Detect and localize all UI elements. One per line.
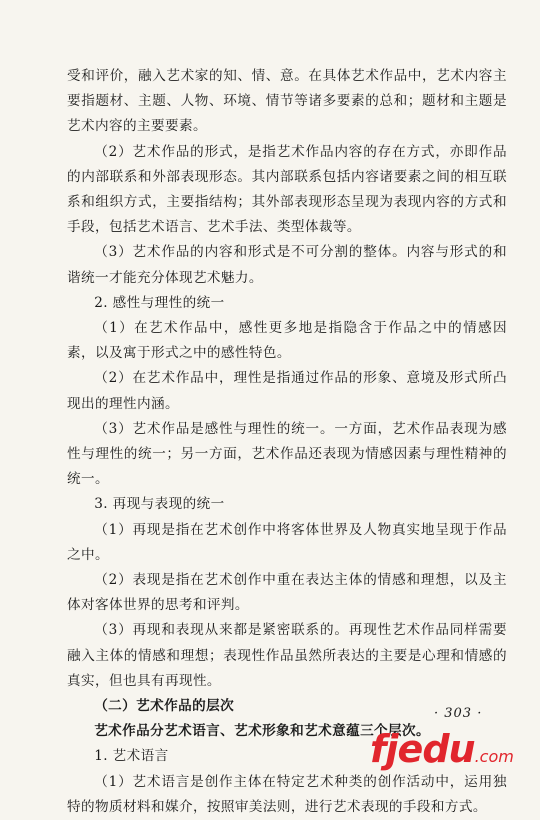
watermark-main: fjedu (370, 727, 475, 771)
paragraph: （二）艺术作品的层次 (94, 698, 235, 715)
paragraph: （3）艺术作品的内容和形式是不可分割的整体。内容与形式的和谐统一才能充分体现艺术魅力。 (67, 244, 507, 286)
watermark-domain: .com (474, 747, 514, 766)
paragraph: 艺术作品分艺术语言、艺术形象和艺术意蕴三个层次。 (94, 723, 431, 740)
paragraph: （3）再现和表现从来都是紧密联系的。再现性艺术作品同样需要融入主体的情感和理想；表现性作品虽然所表达的主要是心理和情感的真实，但也具有再现性。 (67, 622, 507, 689)
paragraph: （2）在艺术作品中，理性是指通过作品的形象、意境及形式所凸现出的理性内涵。 (67, 370, 507, 412)
site-watermark-logo (370, 727, 535, 771)
paragraph: （1）艺术语言是创作主体在特定艺术种类的创作活动中，运用独特的物质材料和媒介，按照审美法则，进行艺术表现的手段和方式。 (67, 773, 507, 815)
paragraph: （1）在艺术作品中，感性更多地是指隐含于作品之中的情感因素，以及寓于形式之中的感性特色。 (67, 320, 507, 362)
paragraph: 受和评价，融入艺术家的知、情、意。在具体艺术作品中，艺术内容主要指题材、主题、人物、环境、情节等诸多要素的总和；题材和主题是艺术内容的主要要素。 (67, 68, 507, 135)
paragraph: （2）艺术作品的形式，是指艺术作品内容的存在方式，亦即作品的内部联系和外部表现形态。其内部联系包括内容诸要素之间的相互联系和组织方式，主要指结构；其外部表现形态呈现为表现内容的方式和手段，包括艺术语言、艺术手法、类型体裁等。 (67, 143, 507, 236)
paragraph: 2. 感性与理性的统一 (94, 294, 225, 311)
paragraph: 1. 艺术语言 (94, 748, 169, 765)
paragraph: （3）艺术作品是感性与理性的统一。一方面，艺术作品表现为感性与理性的统一；另一方面，艺术作品还表现为情感因素与理性精神的统一。 (67, 420, 507, 488)
paragraph: 3. 再现与表现的统一 (94, 496, 225, 513)
page-number: · 303 · (434, 706, 483, 721)
paragraph: （2）表现是指在艺术创作中重在表达主体的情感和理想，以及主体对客体世界的思考和评判。 (67, 572, 507, 614)
paragraph: （1）再现是指在艺术创作中将客体世界及人物真实地呈现于作品之中。 (67, 521, 507, 563)
